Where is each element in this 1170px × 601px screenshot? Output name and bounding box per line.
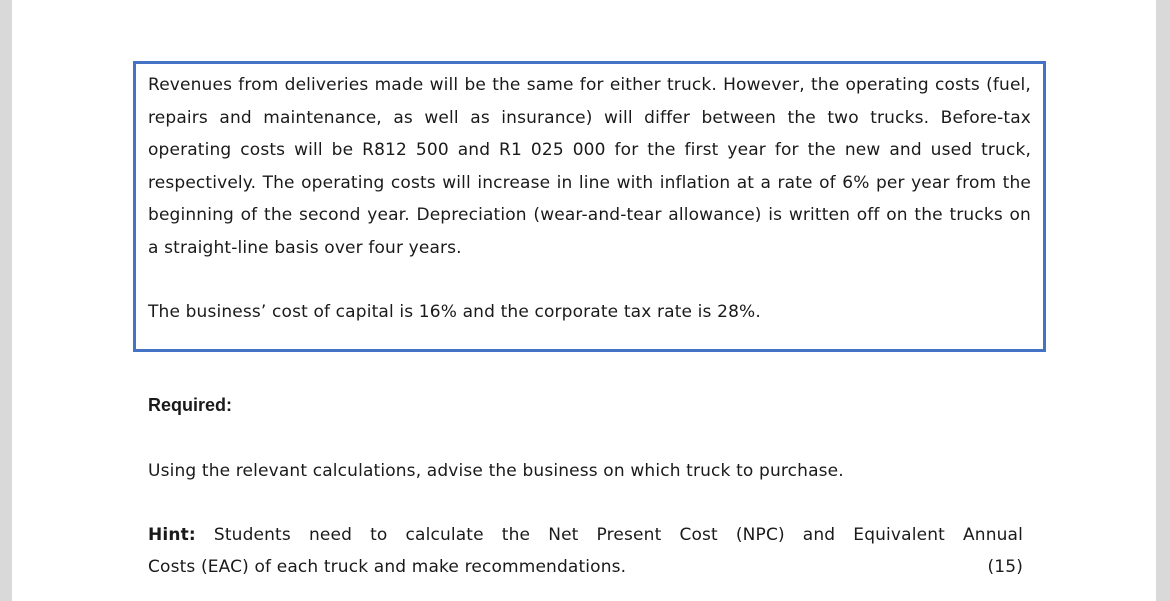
hint-text-1: Students need to calculate the Net Present Cost (NPC) and Equivalent Annual — [213, 525, 1023, 545]
paragraph-gap — [148, 264, 1031, 296]
marks-allocation: (15) — [987, 557, 1023, 577]
hint-line-1 — [148, 519, 1023, 552]
cost-of-capital-paragraph: The business’ cost of capital is 16% and the corporate tax rate is 28%. — [148, 302, 761, 322]
operating-costs-paragraph: Revenues from deliveries made will be the same for either truck. However, the operating costs (fuel, repairs and maintenance, as well as insurance) will differ between the two trucks. Before-tax operating costs will be R812 500 and R1 025 000 for the first year for the new and used truck, respectively. The operating costs will increase in line with inflation at a rate of 6% per year from the beginning of the second year. Depreciation (wear-and-tear allowance) is written off on the trucks on a straight-line basis over four years. — [148, 75, 1031, 258]
document-page — [12, 0, 1156, 601]
required-instruction: Using the relevant calculations, advise the business on which truck to purchase. — [148, 461, 844, 481]
hint-text-2: Costs (EAC) of each truck and make recommendations. — [148, 557, 627, 577]
hint-line-2 — [148, 551, 1023, 584]
question-info-box — [133, 61, 1046, 352]
hint-label: Hint: — [148, 525, 196, 545]
required-heading: Required: — [148, 395, 233, 415]
